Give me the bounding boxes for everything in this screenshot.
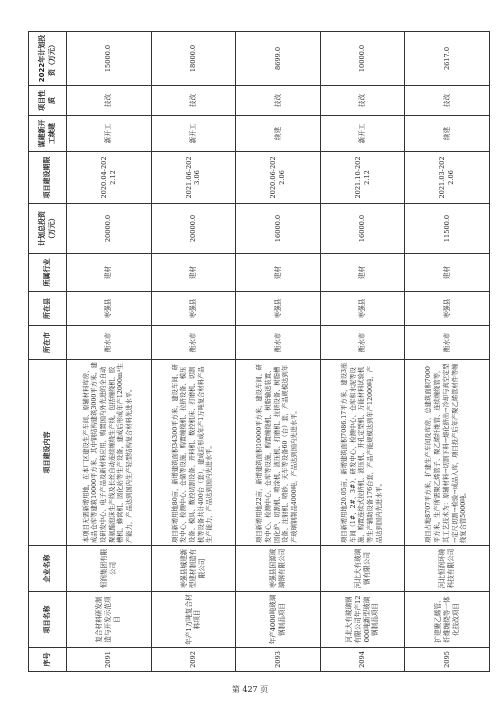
cell-period: 2021.06-2023.06	[151, 152, 236, 204]
project-table	[28, 31, 490, 672]
cell-project: 河北大有玻璃钢有限公司年产12000吨新型玻璃钢制品项目	[320, 592, 405, 648]
table-row	[320, 32, 405, 672]
header-county: 所在县	[29, 292, 67, 326]
table-header-row	[29, 32, 67, 672]
cell-city: 衡水市	[236, 326, 321, 360]
cell-company: 枣强县国源玻璃钢有限公司	[236, 546, 321, 592]
cell-seq: 2093	[236, 648, 321, 672]
cell-progress: 新开工	[67, 116, 152, 152]
cell-progress: 续建	[236, 116, 321, 152]
header-period: 项目建设期限	[29, 152, 67, 204]
header-industry: 所属行业	[29, 254, 67, 292]
cell-period: 2021.03-2022.06	[405, 152, 490, 204]
cell-county: 枣强县	[67, 292, 152, 326]
cell-industry: 建材	[320, 254, 405, 292]
cell-project: 年产1万吨复合材料项目	[151, 592, 236, 648]
cell-investment: 16000.0	[320, 204, 405, 254]
cell-industry: 建材	[67, 254, 152, 292]
cell-seq: 2091	[67, 648, 152, 672]
cell-investment: 20000.0	[151, 204, 236, 254]
rotated-page-content	[28, 32, 490, 672]
table-row	[151, 32, 236, 672]
cell-county: 枣强县	[236, 292, 321, 326]
header-city: 所在市	[29, 326, 67, 360]
table-row	[236, 32, 321, 672]
cell-period: 2021.10-2022.12	[320, 152, 405, 204]
cell-project: 扩建聚乙烯管、纤维缠绕等一体化技改项目	[405, 592, 490, 648]
header-seq: 序号	[29, 648, 67, 672]
cell-nature: 技改	[320, 86, 405, 116]
cell-industry: 建材	[405, 254, 490, 292]
cell-content: 项目新增用地20.05亩，新增建筑面积7086.17平方米，建设3座车间（1#、2#、3#）、研发中心、检测中心、仓库和水泥等设施，购置连续式拉挤机、液压机、开孔定型机、万能材料试验机等生产辅助设备176台套，产品产能规模达到年产12000吨，产品达到国内先进水平。	[320, 360, 405, 546]
cell-seq: 2092	[151, 648, 236, 672]
cell-county: 枣强县	[151, 292, 236, 326]
header-project: 项目名称	[29, 592, 67, 648]
cell-nature: 技改	[405, 86, 490, 116]
cell-plan2022: 18000.0	[151, 32, 236, 86]
cell-company: 河北恒润环境科技有限公司	[405, 546, 490, 592]
cell-period: 2020.06-2022.06	[236, 152, 321, 204]
cell-content: 项目新增用地80亩，新增建筑面积34300平方米，建设车间、研发中心、检测中心、仓储等设施，购置缠绕机、拉挤设备、模压设备、模具、数控切割设备、开料机、数控机床、打磨机、切割机等设备共计400台（套），建成后形成年产1万吨复合材料产品生产能力，产品达到国内先进水平。	[151, 360, 236, 546]
header-company: 企业名称	[29, 546, 67, 592]
header-content: 项目建设内容	[29, 360, 67, 546]
cell-industry: 建材	[236, 254, 321, 292]
header-plan2022: 2022年计划投资（万元）	[29, 32, 67, 86]
cell-city: 衡水市	[151, 326, 236, 360]
cell-city: 衡水市	[405, 326, 490, 360]
cell-plan2022: 8699.0	[236, 32, 321, 86]
table-row	[67, 32, 152, 672]
cell-project: 复合材料研发制造与开发示范项目	[67, 592, 152, 648]
cell-seq: 2095	[405, 648, 490, 672]
cell-content: 本项目无需新增用地，在本厂区建设生产车间、原辅材料库房、成品仓库等建筑10000平方米，其中钢结构建筑3000平方米。建设研发中心、电子产品及新材料应用，购置国内外先进的全自动聚氨酯泡沫生产线及长丝自动连续缠绕生产线，包括缠绕机、胶槽机、蜂窝机、固化站等生产设备，建成后形成年产12000m³生产能力，产品达到国内生产轻型结构复合材料先进水平。	[67, 360, 152, 546]
cell-company: 河北大有玻璃钢有限公司	[320, 546, 405, 592]
cell-nature: 技改	[236, 86, 321, 116]
header-nature: 项目性质	[29, 86, 67, 116]
cell-county: 枣强县	[320, 292, 405, 326]
header-progress: 谋建新开工续建	[29, 116, 67, 152]
cell-seq: 2094	[320, 648, 405, 672]
header-investment: 计划总投资（万元）	[29, 204, 67, 254]
cell-content: 项目新增用地22亩，新增建筑面积10000平方米，建设车间、研发中心、检测中心、仓库等设施，购置缠绕机、树脂输送装置、固化炉、切割机、喷涂机、液压机、打磨机、拉挤设备、树脂槽设备、注射机、喷砂、天车等设备60（台）套，产品规模达到年产玻璃钢制品4000吨，产品达到国内先进水平。	[236, 360, 321, 546]
cell-plan2022: 15000.0	[67, 32, 152, 86]
cell-company: 枣强县城建新型建材制造有限公司	[151, 546, 236, 592]
cell-content: 项目占地8707平方米，扩建生产车间及库房，总建筑面积7000平方米。生产所需聚乙烯管子、聚乙烯纤维管、连续缠绕管等，其工艺技术为：原辅材料→切割下料→熔化挤出→冷却与真空定型→定尺切割→检验→成品入库，项目投产后年产聚乙烯管材件等缠绕复合管5000吨。	[405, 360, 490, 546]
cell-industry: 建材	[151, 254, 236, 292]
cell-city: 衡水市	[320, 326, 405, 360]
cell-plan2022: 2617.0	[405, 32, 490, 86]
cell-investment: 20000.0	[67, 204, 152, 254]
cell-investment: 16000.0	[236, 204, 321, 254]
cell-company: 恒润集团有限公司	[67, 546, 152, 592]
cell-nature: 技改	[151, 86, 236, 116]
cell-progress: 续建	[405, 116, 490, 152]
cell-county: 枣强县	[405, 292, 490, 326]
cell-project: 年产4000吨玻璃钢制品项目	[236, 592, 321, 648]
table-row	[405, 32, 490, 672]
cell-progress: 新开工	[151, 116, 236, 152]
cell-progress: 新开工	[320, 116, 405, 152]
cell-city: 衡水市	[67, 326, 152, 360]
cell-investment: 11500.0	[405, 204, 490, 254]
page-number: 第 427 页	[231, 685, 269, 694]
cell-plan2022: 10000.0	[320, 32, 405, 86]
cell-nature: 技改	[67, 86, 152, 116]
cell-period: 2020.04-2022.12	[67, 152, 152, 204]
